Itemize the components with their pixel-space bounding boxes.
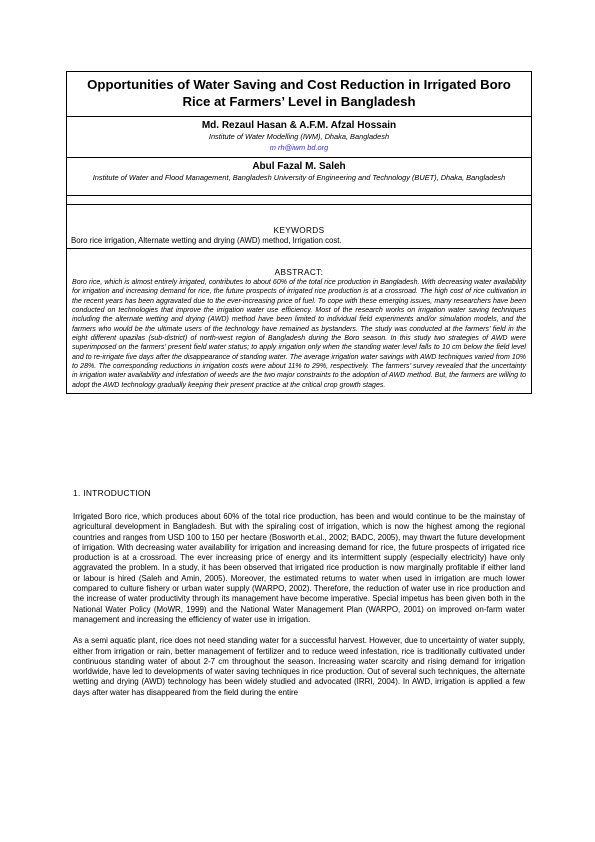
introduction-section — [73, 488, 525, 698]
keywords-block — [67, 205, 531, 249]
spacer-row — [67, 196, 531, 205]
abstract-text: Boro rice, which is almost entirely irrigated, contributes to about 60% of the total rice production in Bangladesh. With decreasing water availability for irrigation and increasing demand for rice, the future prospects of irrigated rice production is at a crossroad. The high cost of rice cultivation in the recent years has been aggravated due to the ever-increasing price of fuel. To cope with these emerging issues, many researchers have been conducted on technologies that improve the irrigation water use efficiency. Most of the research works on irrigation water saving techniques including the alternate wetting and drying (AWD) method have been limited to individual field experiments and/or simulation models, and the farmers who would be the ultimate users of the technology have remained as bystanders. The study was conducted at the farmers’ field in the eight different upazilas (sub-district) of north-west region of Bangladesh during the Boro season. In this study two strategies of AWD were superimposed on the farmers’ present field water status; to apply irrigation only when the standing water level falls to 10 cm below the field level and to re-irrigate five days after the disappearance of standing water. The average irrigation water savings with AWD techniques varied from 10% to 28%. The corresponding reductions in irrigation costs were about 11% to 29%, respectively. The farmers’ survey revealed that the uncertainty in irrigation water availability and infestation of weeds are the two major constraints to the adoption of AWD method. But, the farmers are willing to adopt the AWD technology gradually keeping their present practice at the critical crop growth stages. — [72, 279, 526, 389]
author-block-1 — [67, 117, 531, 158]
keywords-heading: KEYWORDS — [273, 226, 325, 235]
author-name-2: Abul Fazal M. Saleh — [252, 161, 346, 172]
title-block — [66, 71, 532, 394]
author-block-2 — [67, 158, 531, 196]
author-email[interactable]: m rh@iwm bd.org — [269, 143, 329, 152]
abstract-block — [67, 249, 531, 393]
author-names-1: Md. Rezaul Hasan & A.F.M. Afzal Hossain — [201, 120, 397, 131]
paper-title: Opportunities of Water Saving and Cost Reduction in Irrigated Boro Rice at Farmers’ Level in Bangladesh — [67, 72, 531, 117]
affiliation-1: Institute of Water Modelling (IWM), Dhaka, Bangladesh — [208, 132, 390, 141]
section-heading: 1. INTRODUCTION — [73, 488, 152, 498]
abstract-heading: ABSTRACT: — [274, 268, 324, 277]
intro-paragraph-1: Irrigated Boro rice, which produces about 60% of the total rice production, has been and would continue to be the mainstay of agricultural development in Bangladesh. But with the spiraling cost of irrigation, which is now the highest among the regional countries and ranges from USD 100 to 150 per hectare (Bosworth et.al., 2002; BADC, 2005), may thwart the future development of irrigation. With decreasing water availability for irrigation and increasing demand for rice, the future prospects of irrigated rice production is at a crossroad. The ever increasing price of energy and its intermittent supply (especially electricity) have only aggravated the problem. In a study, it has been observed that irrigated rice production is now marginally profitable if either land or labour is hired (Saleh and Amin, 2005). Moreover, the estimated returns to water when used in irrigation are much lower compared to culture fishery or urban water supply (WARPO, 2002). Therefore, the reduction of water use in rice production and the increase of water productivity through its management have become imperative. Special impetus has been given both in the National Water Policy (MoWR, 1999) and the National Water Management Plan (WARPO, 2001) on improved on-farm water management and increasing the efficiency of water use in irrigation. — [73, 512, 525, 624]
affiliation-2: Institute of Water and Flood Management, Bangladesh University of Engineering and Technology (BUET), Dhaka, Bangladesh — [92, 173, 506, 182]
keywords-text: Boro rice irrigation, Alternate wetting and drying (AWD) method, Irrigation cost. — [71, 236, 342, 245]
intro-paragraph-2: As a semi aquatic plant, rice does not need standing water for a successful harvest. However, due to uncertainty of water supply, either from irrigation or rain, better management of fertilizer and to reduce weed infestation, rice is traditionally cultivated under continuous standing water of about 2-7 cm throughout the season. Increasing water scarcity and rising demand for irrigation worldwide, have led to developments of water saving techniques in rice production. Out of several such techniques, the alternate wetting and drying (AWD) technology has been widely studied and advocated (IRRI, 2004). In AWD, irrigation is applied a few days after water has disappeared from the field during the entire — [73, 636, 525, 697]
